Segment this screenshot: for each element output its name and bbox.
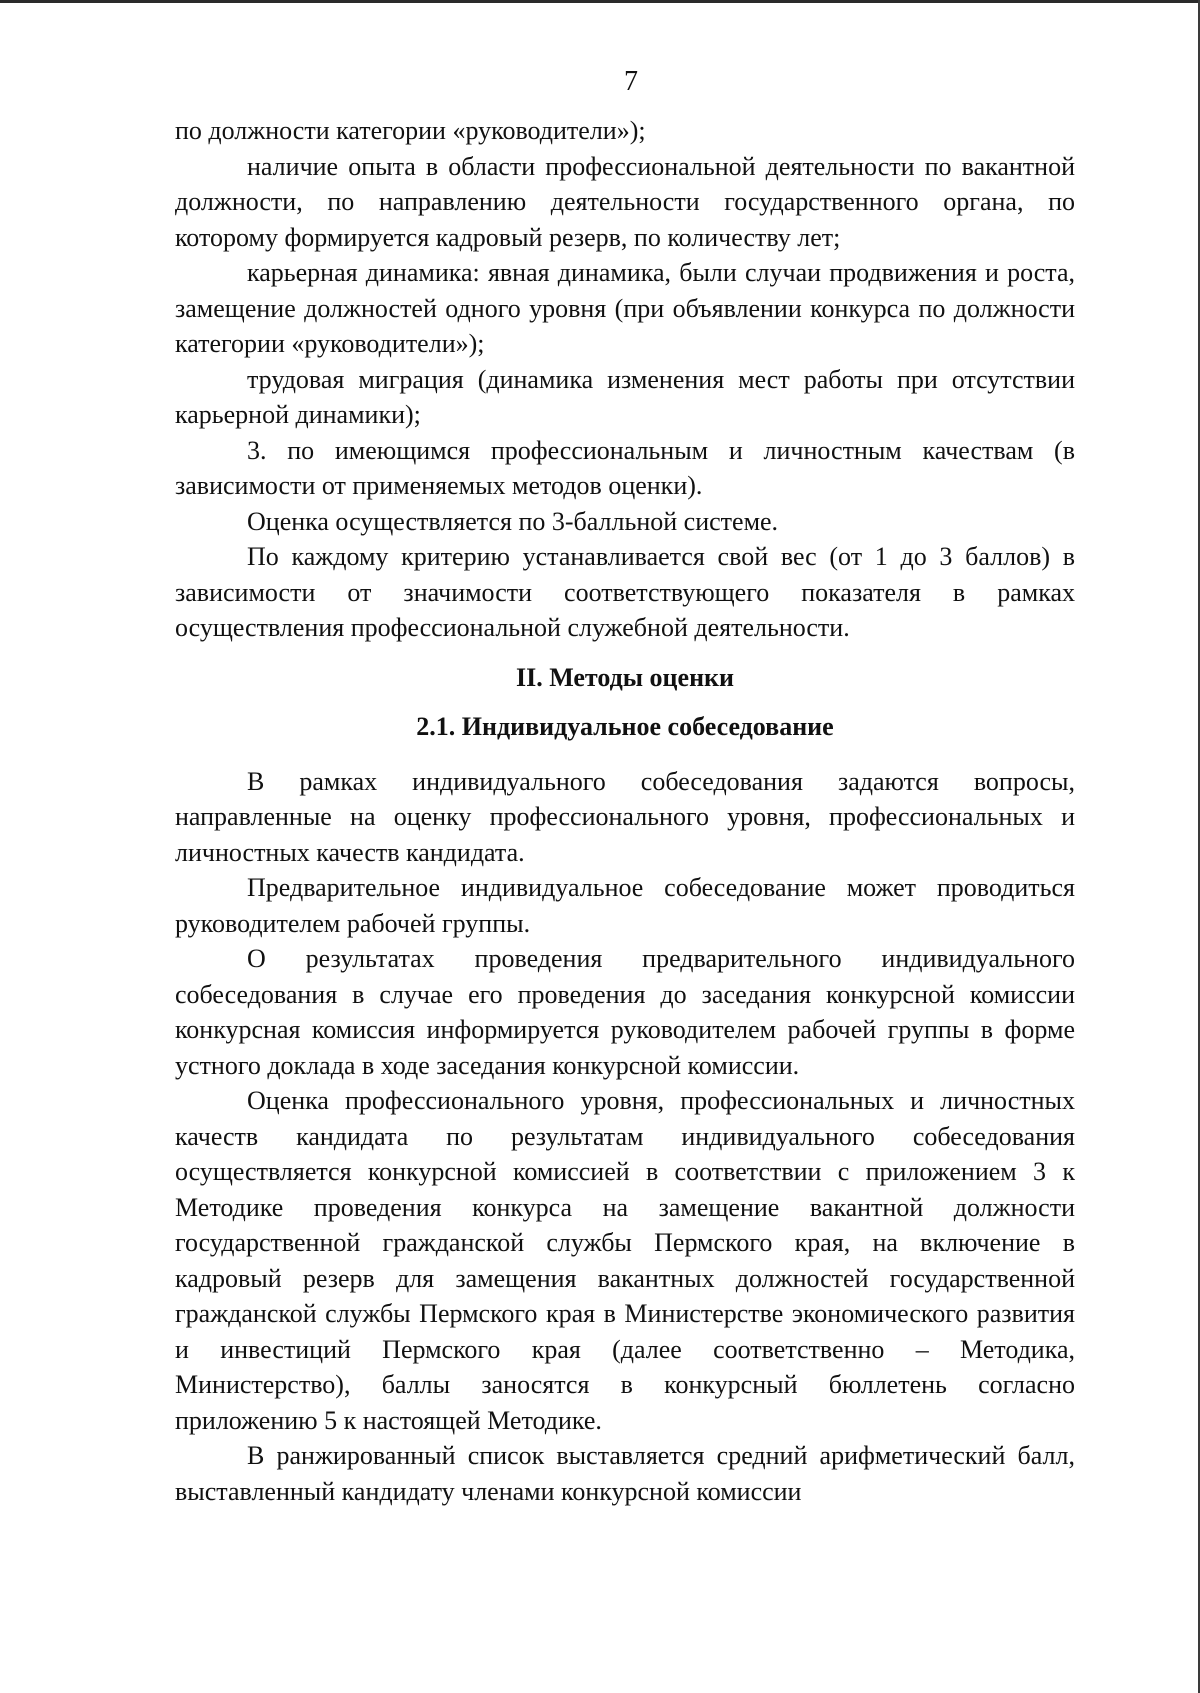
paragraph: 3. по имеющимся профессиональным и личностным качествам (в зависимости от применяемых методов оценки). [175, 435, 1075, 500]
paragraph: Оценка осуществляется по 3-балльной системе. [247, 506, 779, 536]
subsection-heading: 2.1. Индивидуальное собеседование [416, 711, 834, 741]
paragraph: По каждому критерию устанавливается свой вес (от 1 до 3 баллов) в зависимости от значимости соответствующего показателя в рамках осуществления профессиональной служебной деятельности. [175, 542, 1075, 642]
paragraph: по должности категории «руководители»); [175, 116, 646, 145]
paragraph: Оценка профессионального уровня, профессиональных и личностных качеств кандидата по результатам индивидуального собеседования осуществляется конкурсной комиссией в соответствии с приложением 3 к Методике проведения конкурса на замещение вакантной должности государственной гражданской службы Пермского края, на включение в кадровый резерв для замещения вакантных должностей государственной гражданской службы Пермского края в Министерстве экономического развития и инвестиций Пермского края (далее соответственно – Методика, Министерство), баллы заносятся в конкурсный бюллетень согласно приложению 5 к настоящей Методике. [175, 1086, 1075, 1435]
page-number: 7 [624, 66, 638, 97]
paragraph: В ранжированный список выставляется средний арифметический балл, выставленный кандидату членами конкурсной комиссии [175, 1441, 1075, 1506]
paragraph: наличие опыта в области профессиональной деятельности по вакантной должности, по направлению деятельности государственного органа, по которому формируется кадровый резерв, по количеству лет; [175, 151, 1075, 252]
paragraph: В рамках индивидуального собеседования задаются вопросы, направленные на оценку профессионального уровня, профессиональных и личностных качеств кандидата. [175, 766, 1075, 867]
section-heading: II. Методы оценки [515, 662, 735, 692]
scan-edge-top [0, 0, 1200, 3]
paragraph: О результатах проведения предварительного индивидуального собеседования в случае его проведения до заседания конкурсной комиссии конкурсная комиссия информируется руководителем рабочей группы в форме устного доклада в ходе заседания конкурсной комиссии. [175, 944, 1075, 1080]
document-body [175, 113, 1075, 1509]
paragraph: карьерная динамика: явная динамика, были случаи продвижения и роста, замещение должностей одного уровня (при объявлении конкурса по должности категории «руководители»); [175, 258, 1075, 358]
paragraph: трудовая миграция (динамика изменения мест работы при отсутствии карьерной динамики); [175, 364, 1075, 429]
paragraph: Предварительное индивидуальное собеседование может проводиться руководителем рабочей группы. [175, 873, 1075, 938]
